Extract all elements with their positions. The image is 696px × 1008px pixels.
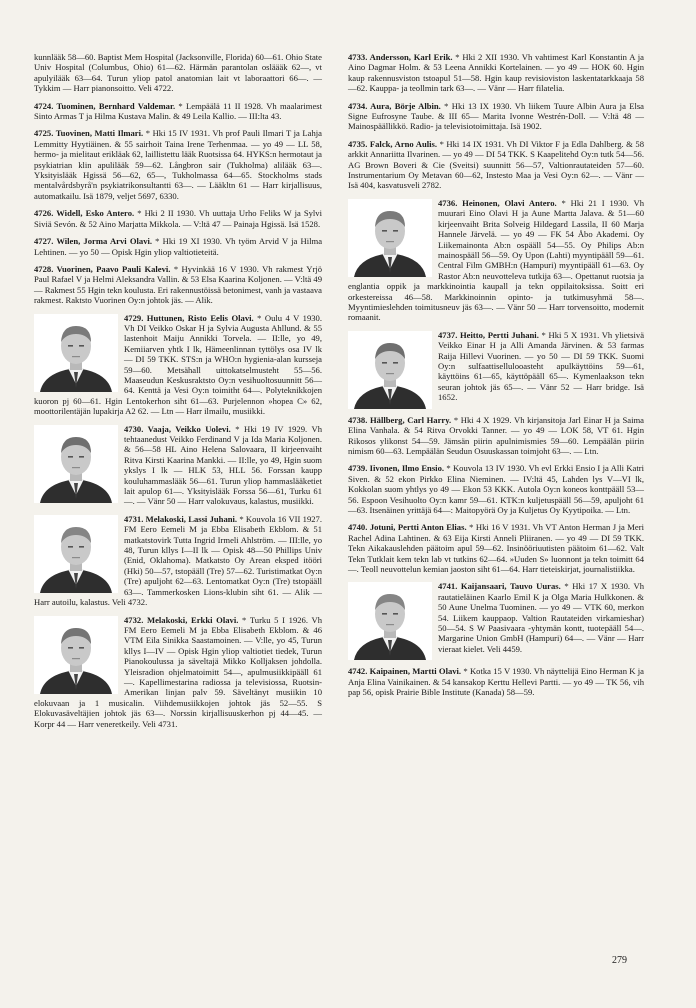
- biography-entry: [34, 128, 322, 201]
- entry-text: * Kotka 15 V 1930. Vh näyttelijä Eino Herman K ja Anja Elina Vainikainen. & 54 kansakop Kerttu Hellevi Partti. — yo 49 — TK 56, vih pap 56, opisk Prairie Bible Institute (Kanada) 58—59.: [348, 666, 644, 698]
- biography-entry: [348, 139, 644, 191]
- biography-entry: [34, 424, 322, 507]
- entry-text: * Oulu 4 V 1930. Vh DI Veikko Oskar H ja Sylvia Augusta Ahllund. & 55 lastenhoit Maiju Annikki Torvela. — II:lle, yo 49, Kemiiarven yhtk I lk, Hämeenlinnan tyttölys osa IV lk — DI 59 TKK. STS:n ja WHO:n hygienia-alan kursseja 59—60. Metsähall uittokatselmusteht 55—56. Maaseudun Keskusraktsto Oy:n vesihuoltosuunnitt 56—64. Kenttä ja Vesi Oy:n toimitht 64—. Polyteknikkojen kuoron pj 60—61. Hgin Lentokerhon siht 61—63. Purjelennon »hopea C» 62, moottorilentäjän lupakirja A2 62. — Ltn — Harr ilmailu, musiikki.: [34, 312, 322, 417]
- biography-entry: [348, 52, 644, 94]
- entry-heading: 4737. Heitto, Pertti Juhani.: [438, 329, 539, 340]
- entry-heading: 4742. Kaipainen, Martti Olavi.: [348, 666, 462, 677]
- entry-heading: 4726. Widell, Esko Antero.: [34, 208, 135, 219]
- biography-entry: [348, 463, 644, 515]
- biography-entry: [348, 330, 644, 408]
- entry-heading: 4724. Tuominen, Bernhard Valdemar.: [34, 100, 176, 111]
- right-column: [348, 52, 644, 705]
- entry-text: * Turku 5 I 1926. Vh FM Eero Eemeli M ja Ebba Elisabeth Ekblom. & 46 VTM Eila Sinikka Saastamoinen. — V:lle, yo 45, Turun kllys I—IV — Opisk Hgin yliop valtiotiet tiedek, Turun Pianokoulussa ja säveltajä Mikko Kolljaksen johdolla. Yleisradion ohjelmatoimitt 54—, apulmusiikkipääll 61—. Kapellimestarina radiossa ja televisiossa, Ruotsin-Amerikan linjan palv 59. Säveltänyt musiikin 10 elokuvaan ja 1 musicalin. Viihdemusiikkojen johtok jäs 52—55. S Elokuvasäveltäjien johtok jäs 63—. Norssin kirjallisuuskerhon pj 44—45. — Korpr 44 — Harr veneretkeily. Veli 4731.: [34, 614, 322, 729]
- biography-entry: [34, 264, 322, 306]
- entry-text: * Kouvola 16 VII 1927. FM Eero Eemeli M ja Ebba Elisabeth Ekblom. & 51 matkatstovirk Tutta Ingrid Irmeli Ahlström. — III:lle, yo 48, Turun kllys I—II lk — Opisk 48—50 Phillips Univ (Enid, Oklahoma). Matkatsto Oy Arean eksped itööri (Hki) 50—57, tstopääll (Tre) 57—62. Turistimatkat Oy:n (Tre) apuljoht 62—63. Lentomatkat Oy:n (Tre) tstopääll 63—. Tammerkosken Lions-klubin siht 61. — Alik — Harr autoilu, kalastus. Veli 4732.: [34, 513, 322, 608]
- entry-text: * Hki 2 XII 1930. Vh vahtimest Karl Konstantin A ja Aino Dagmar Holm. & 53 Leena Annikki Kortelainen. — yo 49 — HOK 60. Hgin kaup rakennusviston tstoapul 51—58. Hgin kaup revisioviston laskentatarkkaaja 58—62. Kauppa- ja teollmin tark 63—. — Vänr — Harr filatelia.: [348, 52, 644, 94]
- entry-heading: 4730. Vaaja, Veikko Uolevi.: [124, 423, 231, 434]
- portrait-photo: [34, 425, 118, 503]
- biography-entry: [34, 101, 322, 122]
- entry-heading: 4734. Aura, Börje Albin.: [348, 100, 441, 111]
- entry-heading: 4733. Andersson, Karl Erik.: [348, 52, 453, 62]
- biography-entry: [34, 514, 322, 608]
- entry-text: * Hki 5 X 1931. Vh ylietsivä Veikko Einar H ja Alli Amanda Järvinen. & 53 farmas Raija Hillevi Vuorinen. — yo 50 — DI 59 TKK. Suomi Oy:n sulfaattisellulooasteht apulkäyttöins 59—61, käyttöins 61—65, käyttöpääll 65—. Kymenlaakson tekn seuran johtok jäs 65—. — Vänr 52 — Harr bridge. Isä 1652.: [438, 329, 645, 403]
- entry-text: * Hki 19 XI 1930. Vh työm Arvid V ja Hilma Lehtinen. — yo 50 — Opisk Hgin yliop valtiotieteitä.: [34, 236, 323, 257]
- biography-entry: [348, 522, 644, 574]
- biography-entry: [348, 666, 644, 697]
- entry-heading: 4732. Melakoski, Erkki Olavi.: [124, 614, 239, 625]
- entry-text: * Hki 19 IV 1929. Vh tehtaanedust Veikko Ferdinand V ja Ida Maria Koljonen. & 56—58 HL Aino Helena Salovaara, II kirjeenvaiht Ritva Kirsti Kaarina Mankki. — II:lle, yo 49, Hgin suom ykslys I lk — HLK 53, HLL 56. Forssan kaupp kouluhammaslääk 56—61. Turun yliop hammaslääketiet lait apulop 61—. Yksityislääk Forssa 56—61, Turku 61—. — Vänr 50 — Harr valokuvaus, kalastus, musiikki.: [124, 423, 322, 507]
- portrait-photo: [348, 331, 432, 409]
- biography-entry: [34, 236, 322, 257]
- entry-text: * Hki 14 IX 1931. Vh DI Viktor F ja Edla Dahlberg. & 58 arkkit Annariitta Ilvarinen. — yo 49 — DI 54 TKK. S Kaapelitehd Oy:n tutk 54—56. AG Brown Boveri & Cie (Sveitsi) suunnitt 56—57, Valtionrautateiden 57—60. Instrumentarium Oy Metavan 60—62, Instesto Maa ja Vesi Oy:n 62—. — Vänr — Isä 404, kasvatusveli 2782.: [348, 138, 644, 191]
- entry-text: * Hki 4 X 1929. Vh kirjansitoja Jarl Einar H ja Saima Elina Vanhala. & 54 Ritva Orvokki Tanner. — yo 49 — LOK 58, VT 61. Hgin Rikosos ylikonst 54—59. Jämsän piirin apulnimismies 59—60. Lempäälän piirin nimism 60—63. Lempäälän Seudun Osuuskassan toimjoht 63—. — Ltn.: [348, 414, 644, 456]
- biography-entry: [34, 313, 322, 417]
- left-column: [34, 52, 322, 736]
- entry-heading: 4735. Falck, Arno Aulis.: [348, 138, 438, 149]
- entry-text: * Hki 2 II 1930. Vh uuttaja Urho Feliks W ja Sylvi Siviä Sevón. & 52 Aino Marjatta Mikkola. — V:ltä 47 — Painaja Hgissä. Isä 1528.: [34, 208, 322, 229]
- portrait-photo: [34, 515, 118, 593]
- entry-heading: 4741. Kaijansaari, Tauvo Uuras.: [438, 581, 561, 592]
- biography-entry: [348, 198, 644, 323]
- entry-heading: 4740. Jotuni, Pertti Anton Elias.: [348, 522, 467, 533]
- entry-text: * Hki 17 X 1930. Vh rautatieläinen Kaarlo Emil K ja Olga Maria Hulkkonen. & 50 Aune Unelma Tuominen. — yo 49 — VTK 60, merkon 54. Liikem kauppaop. Valtion Rautateiden virkamieshar) 50—54. S W Paasivaara -yhtymän kontt, tuotepääll 54—. Margarine Union GmbH (Hampuri) 64—. — Vänr — Harr vieraat kielet. Veli 4459.: [438, 581, 644, 654]
- entry-text: * Kouvola 13 IV 1930. Vh evl Erkki Ensio I ja Alli Katri Siven. & 52 ekon Pirkko Elina Nieminen. — IV:ltä 45, Lahden lys V—VI lk, Kokkolan suom yhtlys yo 49 — Ekon 53 KKK. Autola Oy:n koneos konttpääll 53—56. Espoon Vesihuolto Oy:n kamr 59—61. KTK:n kuljetuspääll 56—59, apuljoht 61—63. Itsenäinen yrittäjä 64—: Maitopyörä Oy ja Kuljetus Oy Kyytipoika. — Ltn.: [348, 463, 644, 515]
- entry-text: * Hki 16 V 1931. Vh VT Anton Herman J ja Meri Rachel Adina Lahtinen. & 63 Eija Kirsti Anneli Pliiranen. — yo 49 — DI 59 TKK. Tekn Aikakauslehden päätoim apul 59—62. Insinööriuutisten päätoim 61—62. Valt Tekn Tutklait kem tekn lab vt tutkins 62—64. »Uuden S» luonnont ja tekn toimitt 64—. Teoll neuvottelun kemian jaoston siht 61—64. Harr tieteiskirjat, journalistiikka.: [348, 522, 644, 575]
- biography-entry: [34, 615, 322, 729]
- biography-entry: [34, 208, 322, 229]
- entry-heading: 4727. Wilen, Jorma Arvi Olavi.: [34, 236, 153, 247]
- biography-entry: [348, 101, 644, 132]
- biography-entry: [348, 581, 644, 659]
- biography-entry: [34, 52, 322, 94]
- entry-heading: 4725. Tuovinen, Matti Ilmari.: [34, 128, 144, 139]
- entry-heading: 4738. Hällberg, Carl Harry.: [348, 414, 452, 425]
- entry-text: * Lempäälä 11 II 1928. Vh maalarimest Sinto Armas T ja Hilma Kustava Malin. & 49 Leila Kallio. — III:lta 43.: [34, 100, 322, 122]
- entry-text: * Hyvinkää 16 V 1930. Vh rakmest Yrjö Paul Rafael V ja Helmi Aleksandra Vallin. & 53 Elsa Kaarina Koljonen. — V:ltä 49 — Rakmest 55 Hgin tekn koulusta. Eri rakennustöissä betonimest, vanh ja vastaava rakmest. Raktsto Vuorinen Oy:n johtok jäs. — Alik.: [34, 263, 322, 306]
- portrait-photo: [34, 616, 118, 694]
- entry-text: * Hki 15 IV 1931. Vh prof Pauli Ilmari T ja Lahja Lemmitty Hyytiäinen. & 55 sairhoit Taina Irene Terhenmaa. — yo 49 — LL 58, hermo- ja mielitaut erikläak 62, laillistettu lääk Ruotsissa 64. HYKS:n hermotaut ja psykiatrian klin apulilääk 59—62. Långbron sair (Tukholma) alilääk 63—. Yksityislääk Hgissä 56—62, 65—, Tukholmassa 64—65. Stockholms stads mentalvårdsbyrå'n psykiatrikonsultantti 63—. — Lääkltn 61 — Harr kirjallisuus, automatkailu. Isä 1879, veljet 5697, 6330.: [34, 128, 322, 201]
- page-number: 279: [612, 955, 627, 966]
- entry-heading: 4728. Vuorinen, Paavo Pauli Kalevi.: [34, 263, 171, 274]
- entry-text: * Hki 21 I 1930. Vh muurari Eino Olavi H ja Aune Martta Jalava. & 51—60 kirjeenvaiht Brita Solveig Hildegard Lassila, II 60 Marja Hannele Järvelä. — yo 49 — FK 54 Åbo Akademi. Oy Liikemainonta Ab:n ospääll 54—55. Oy Philips Ab:n mainospääll 56—59. Oy Upon (Lahti) myyntipääll 59—61. Central Film GMBH:n (Hampuri) myyntipääll 61—63. Oy Rastor Ab:n neuvottelevа tutkija 63—. Opettanut ruotsia ja englantia oppik ja markkinointia kaupall ja tekn oppilaitoksissa. Soitt eri orkestereissa 46—58. Markkinoinnin opinto- ja tutkimusyhmä 58—. Myyntimieslehden toimitusneuv jäs 63—. — Vänr 50 — Harr torvensoitto, modernit romaanit.: [348, 197, 644, 323]
- entry-heading: 4731. Melakoski, Lassi Juhani.: [124, 513, 238, 524]
- entry-heading: 4739. Iivonen, Ilmo Ensio.: [348, 463, 445, 474]
- entry-heading: 4729. Huttunen, Risto Eelis Olavi.: [124, 312, 254, 323]
- biography-entry: [348, 415, 644, 457]
- portrait-photo: [34, 314, 118, 392]
- portrait-photo: [348, 582, 432, 660]
- entry-heading: 4736. Heinonen, Olavi Antero.: [438, 197, 557, 208]
- entry-text: kunnlääk 58—60. Baptist Mem Hospital (Jacksonville, Florida) 60—61. Ohio State Univ Hospital (Columbus, Ohio) 61—62. Härmän parantolan osläääk 62—, vt apulyilääk 63—64. Turun yliop patol anatomian lait vt laboraattori 66—. — Tykkim — Harr pianonsoitto. Veli 4722.: [34, 52, 322, 94]
- portrait-photo: [348, 199, 432, 277]
- entry-text: * Hki 13 IX 1930. Vh liikem Tuure Albin Aura ja Elsa Signe Eufrosyne Taube. & III 65— Marita Ivonne Westrén-Doll. — V:ltä 48 — Mainospäällikkö. Radio- ja televisiotoimittaja. Isä 1902.: [348, 100, 644, 132]
